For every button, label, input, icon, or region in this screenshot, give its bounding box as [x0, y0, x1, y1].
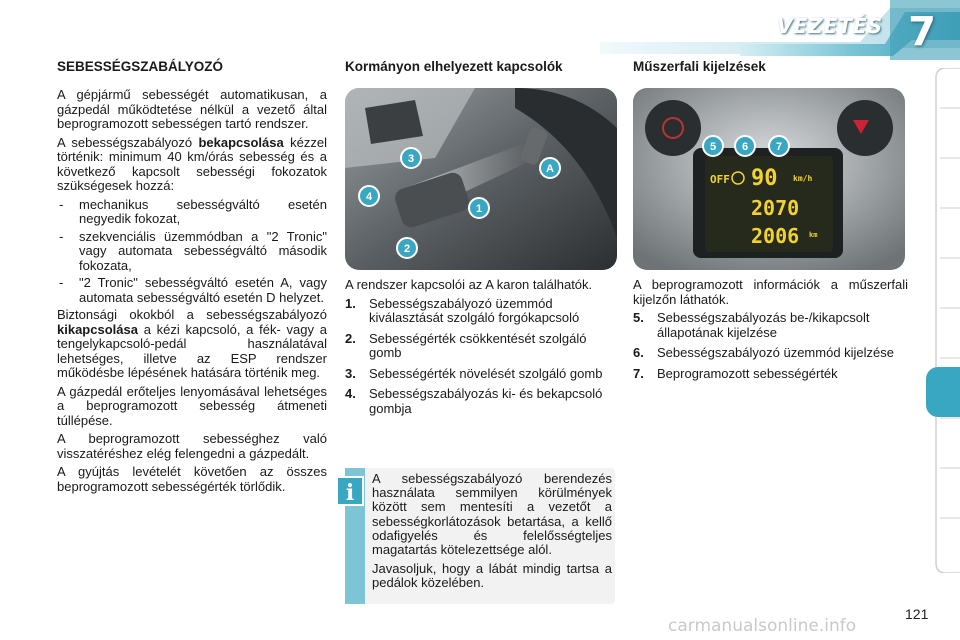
list-item: 2. Sebességérték csökkentését szolgáló gomb	[345, 330, 587, 360]
list-item: - "2 Tronic" sebességváltó esetén A, vagy automata sebességváltó esetén D helyzet.	[59, 275, 327, 305]
photo-label: 2	[403, 243, 411, 255]
activation-paragraph: A sebességszabályozó bekapcsolása kézzel történik: minimum 40 km/órás sebesség és a következő kapcsolt sebességi fokozatok szükségesek hozzá:	[57, 134, 327, 193]
photo-label: 4	[365, 191, 373, 203]
controls-intro: A rendszer kapcsolói az A karon találhatók.	[345, 277, 593, 292]
return-paragraph: A beprogramozott sebességhez való visszatéréshez elég felengedni a gázpedált.	[57, 431, 327, 461]
section-heading-cruise-control: SEBESSÉGSZABÁLYOZÓ	[57, 59, 224, 74]
section-heading-dashboard: Műszerfali kijelzések	[633, 59, 766, 74]
left-column	[57, 60, 327, 498]
intro-paragraph: A gépjármű sebességét automatikusan, a gázpedál működtetése nélkül a vezető által beprogramozott sebességen tartó rendszer.	[57, 87, 327, 131]
set-speed-readout: 90	[751, 166, 778, 191]
display-label: 5	[709, 141, 717, 153]
list-item: - mechanikus sebességváltó esetén negyedik fokozat,	[59, 196, 327, 226]
override-paragraph: A gázpedál erőteljes lenyomásával lehetséges a beprogramozott sebesség átmeneti túllépése.	[57, 383, 327, 428]
info-icon: i	[336, 476, 364, 506]
list-item: 1. Sebességszabályozó üzemmód kiválasztását szolgáló forgókapcsoló	[345, 295, 580, 325]
middle-column	[345, 60, 617, 422]
photo-label: 3	[407, 153, 415, 165]
side-tab-chapter-7[interactable]	[926, 367, 960, 417]
trip-readout: 2006	[751, 224, 800, 248]
side-tab-strip	[926, 68, 960, 573]
display-label: 6	[741, 141, 749, 153]
chapter-title: VEZETÉS	[777, 14, 884, 38]
list-item: 5. Sebességszabályozás be-/kikapcsolt állapotának kijelzése	[633, 310, 870, 340]
info-paragraph: A sebességszabályozó berendezés használata semmilyen körülmények között sem mentesíti a vezetőt a sebességkorlátozások betartása, a kellő odafigyelés és felelősségteljes magatartás kötelezettsége alól.	[372, 471, 612, 558]
deactivation-paragraph: Biztonsági okokból a sebességszabályozó kikapcsolása a kézi kapcsoló, a fék- vagy a tengelykapcsoló-pedál használatával lehetséges, illetve az ESP rendszer működésbe lépésének hatására történik meg.	[57, 307, 327, 380]
list-item: 4. Sebességszabályozás ki- és bekapcsoló gombja	[345, 386, 603, 416]
list-item: 7. Beprogramozott sebességérték	[633, 365, 838, 381]
display-intro: A beprogramozott információk a műszerfali kijelzőn láthatók.	[633, 277, 908, 307]
watermark: carmanualsonline.info	[668, 616, 857, 636]
list-item: - szekvenciális üzemmódban a "2 Tronic" vagy automata sebességváltó második fokozata,	[59, 228, 327, 273]
section-heading-steering-controls: Kormányon elhelyezett kapcsolók	[345, 59, 563, 74]
photo-label: A	[546, 163, 554, 175]
cruise-off-indicator: OFF	[710, 173, 730, 186]
ignition-paragraph: A gyújtás levételét követően az összes beprogramozott sebességérték törlődik.	[57, 464, 327, 494]
list-item: 6. Sebességszabályozó üzemmód kijelzése	[633, 345, 895, 360]
odometer-readout: 2070	[751, 196, 800, 220]
instrument-panel-photo	[633, 88, 905, 270]
right-column	[633, 60, 908, 387]
speed-unit: km/h	[793, 174, 813, 183]
chapter-number: 7	[908, 9, 936, 55]
display-label: 7	[775, 141, 783, 153]
photo-label: 1	[475, 203, 483, 215]
page-number: 121	[905, 606, 929, 622]
list-item: 3. Sebességérték növelését szolgáló gomb	[345, 365, 603, 381]
info-text	[372, 472, 612, 596]
distance-unit: km	[809, 231, 818, 239]
info-paragraph: Javasoljuk, hogy a lábát mindig tartsa a pedálok közelében.	[372, 561, 612, 591]
steering-control-photo	[345, 88, 617, 270]
